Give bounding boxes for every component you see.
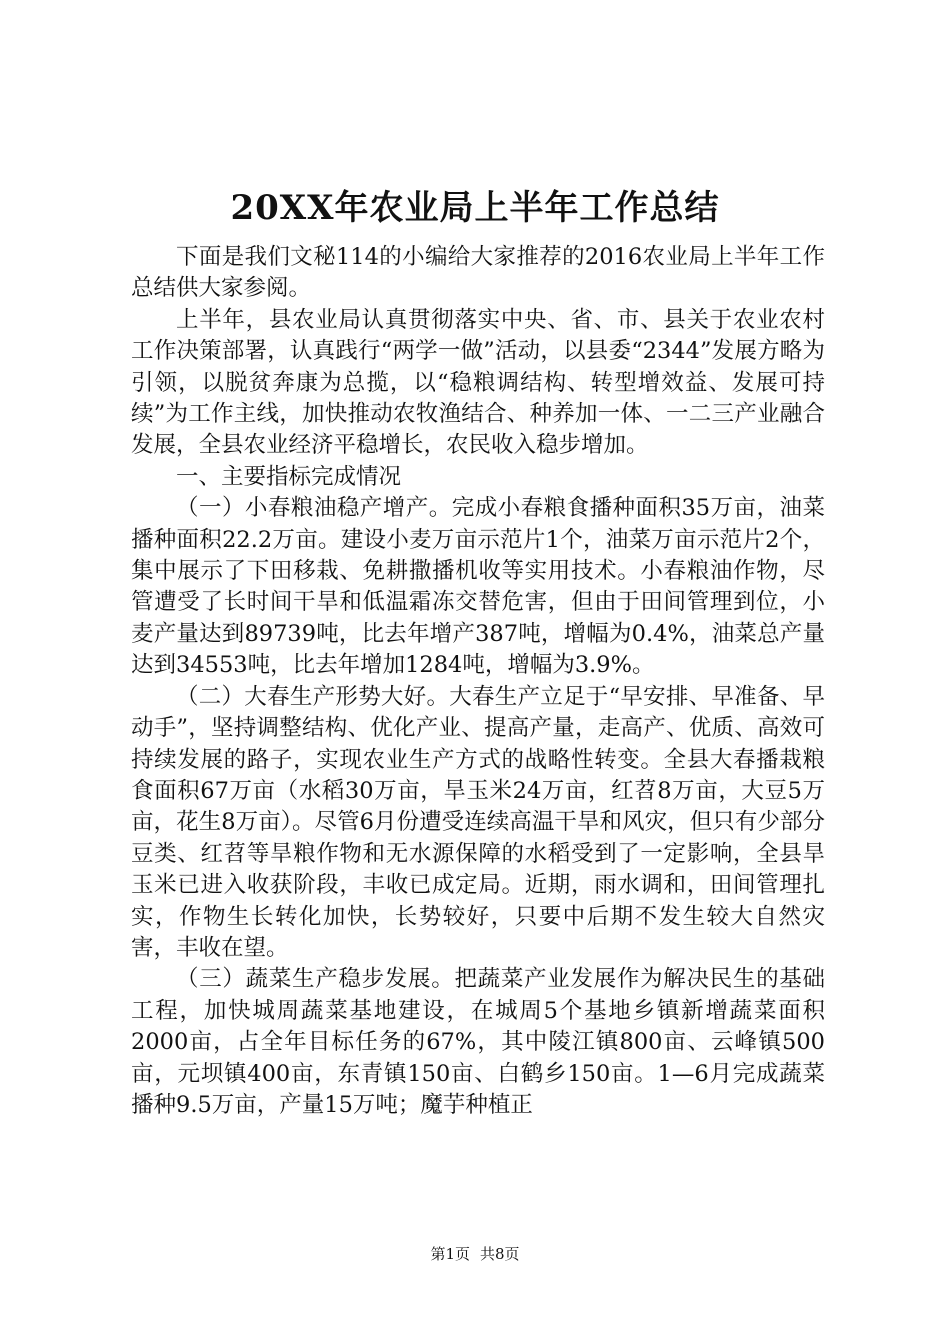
spring-grain-paragraph: （一）小春粮油稳产增产。完成小春粮食播种面积35万亩，油菜播种面积22.2万亩。建设小麦万亩示范片1个，油菜万亩示范片2个，集中展示了下田移栽、免耕撒播机收等实用技术。小春粮油作物，尽管遭受了长时间干旱和低温霜冻交替危害，但由于田间管理到位，小麦产量达到89739吨，比去年增产387吨，增幅为0.4%，油菜总产量达到34553吨，比去年增加1284吨，增幅为3.9%。 [131, 495, 825, 679]
page-footer [0, 1244, 950, 1264]
summary-paragraph: 上半年，县农业局认真贯彻落实中央、省、市、县关于农业农村工作决策部署，认真践行“两学一做”活动，以县委“2344”发展方略为引领，以脱贫奔康为总揽，以“稳粮调结构、转型增效益、发展可持续”为工作主线，加快推动农牧渔结合、种养加一体、一二三产业融合发展，全县农业经济平稳增长，农民收入稳步增加。 [131, 306, 825, 459]
page-total: 共8页 [480, 1245, 520, 1263]
section-heading: 一、主要指标完成情况 [176, 463, 402, 490]
major-spring-paragraph: （二）大春生产形势大好。大春生产立足于“早安排、早准备、早动手”，坚持调整结构、优化产业、提高产量，走高产、优质、高效可持续发展的路子，实现农业生产方式的战略性转变。全县大春播栽粮食面积67万亩（水稻30万亩，旱玉米24万亩，红苕8万亩，大豆5万亩，花生8万亩）。尽管6月份遭受连续高温干旱和风灾，但只有少部分豆类、红苕等旱粮作物和无水源保障的水稻受到了一定影响，全县旱玉米已进入收获阶段，丰收已成定局。近期，雨水调和，田间管理扎实，作物生长转化加快，长势较好，只要中后期不发生较大自然灾害，丰收在望。 [131, 683, 825, 961]
page-number: 第1页 [430, 1245, 470, 1263]
document-body [131, 242, 825, 1121]
vegetable-paragraph: （三）蔬菜生产稳步发展。把蔬菜产业发展作为解决民生的基础工程，加快城周蔬菜基地建设，在城周5个基地乡镇新增蔬菜面积2000亩，占全年目标任务的67%，其中陵江镇800亩、云峰镇500亩，元坝镇400亩，东青镇150亩、白鹤乡150亩。1—6月完成蔬菜播种9.5万亩，产量15万吨；魔芋种植正 [131, 966, 825, 1118]
document-title: 20XX年农业局上半年工作总结 [230, 188, 720, 228]
intro-paragraph: 下面是我们文秘114的小编给大家推荐的2016农业局上半年工作总结供大家参阅。 [131, 244, 825, 302]
